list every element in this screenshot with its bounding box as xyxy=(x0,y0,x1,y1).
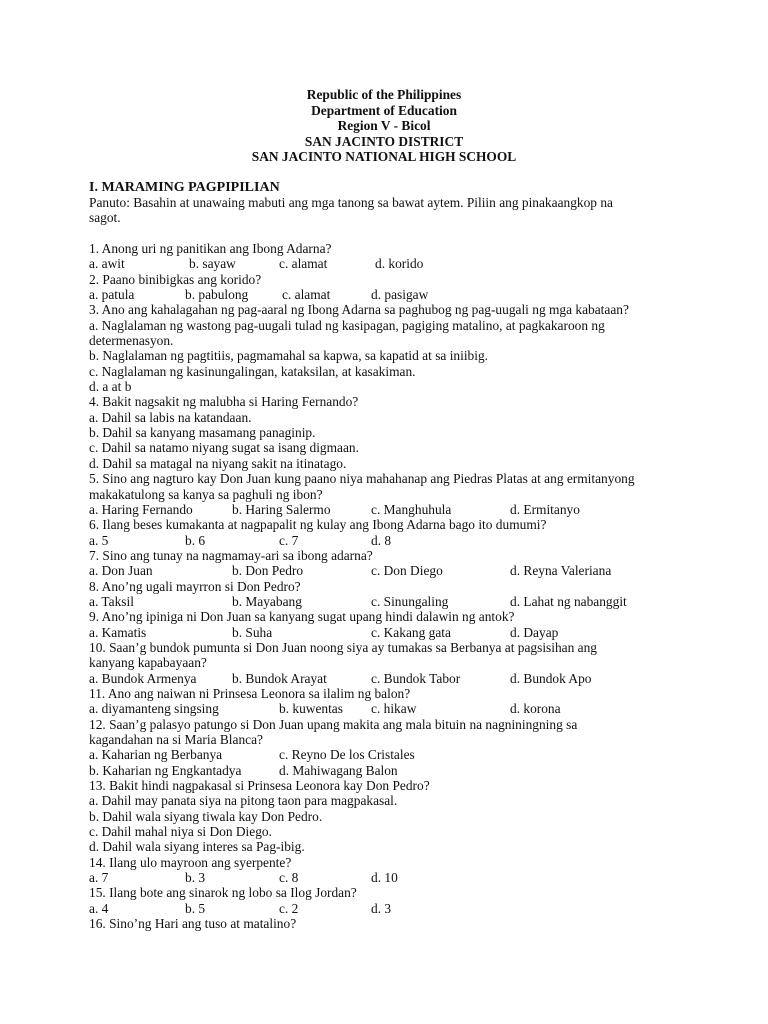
choice-a: a. Don Juan xyxy=(89,563,153,579)
choice-b: b. Dahil wala siyang tiwala kay Don Pedro. xyxy=(89,808,323,824)
choice-b: b. 6 xyxy=(185,532,206,548)
choice-d: d. Bundok Apo xyxy=(510,670,592,686)
choice-d: d. korido xyxy=(375,256,424,272)
choice-a: a. Haring Fernando xyxy=(89,501,193,517)
question-text: 14. Ilang ulo mayroon ang syerpente? xyxy=(89,854,292,870)
question-text-continued: kagandahan na si Maria Blanca? xyxy=(89,732,263,747)
choice-c: c. Reyno De los Cristales xyxy=(279,747,415,763)
choice-row xyxy=(89,901,689,916)
choice-c: c. alamat xyxy=(279,256,328,272)
choice-a: a. Bundok Armenya xyxy=(89,670,197,686)
choice-d: d. Dahil wala siyang interes sa Pag-ibig. xyxy=(89,839,305,855)
header-line-district: SAN JACINTO DISTRICT xyxy=(304,133,464,149)
question-text: 8. Ano’ng ugali mayrron si Don Pedro? xyxy=(89,578,301,594)
choice-row xyxy=(89,533,689,548)
choice-row xyxy=(89,256,689,271)
question-text: 10. Saan’g bundok pumunta si Don Juan noong siya ay tumakas sa Berbanya at pagsisihan ang xyxy=(89,639,598,655)
choice-c: c. Don Diego xyxy=(371,563,443,579)
choice-b: b. Bundok Arayat xyxy=(232,670,327,686)
header-line-department: Department of Education xyxy=(311,102,457,118)
choice-row xyxy=(89,594,689,609)
choice-c: c. Manghuhula xyxy=(371,501,452,517)
choice-d: d. a at b xyxy=(89,379,132,395)
choice-a: a. Dahil may panata siya na pitong taon para magpakasal. xyxy=(89,793,398,809)
choice-a: a. awit xyxy=(89,256,125,272)
question-text: 2. Paano binibigkas ang korido? xyxy=(89,271,262,287)
choice-b: b. Suha xyxy=(232,624,273,640)
choice-row xyxy=(89,701,689,716)
choice-b: b. Naglalaman ng pagtitiis, pagmamahal sa kapwa, sa kapatid at sa iniibig. xyxy=(89,348,489,364)
instruction-line: sagot. xyxy=(89,210,121,226)
choice-a: a. Taksil xyxy=(89,593,134,609)
choice-b: b. Haring Salermo xyxy=(232,501,331,517)
choice-d: d. Lahat ng nabanggit xyxy=(510,593,627,609)
question-text: 1. Anong uri ng panitikan ang Ibong Adarna? xyxy=(89,241,332,256)
choice-row xyxy=(89,502,689,517)
question-text: 3. Ano ang kahalagahan ng pag-aaral ng Ibong Adarna sa paghubog ng pag-uugali ng mga kabataan? xyxy=(89,302,629,318)
section-intro xyxy=(89,180,689,226)
question-text: 15. Ilang bote ang sinarok ng lobo sa Ilog Jordan? xyxy=(89,885,357,901)
question-text: 11. Ano ang naiwan ni Prinsesa Leonora sa ilalim ng balon? xyxy=(89,685,411,701)
choice-b: b. Kaharian ng Engkantadya xyxy=(89,762,242,778)
choice-row xyxy=(89,870,689,885)
choice-b: b. kuwentas xyxy=(279,701,343,717)
choice-row xyxy=(89,747,689,762)
choice-c: c. 8 xyxy=(279,870,299,886)
choice-d: d. 8 xyxy=(371,532,392,548)
question-text: 4. Bakit nagsakit ng malubha si Haring Fernando? xyxy=(89,394,359,410)
question-list xyxy=(89,241,689,931)
choice-c: c. Kakang gata xyxy=(371,624,451,640)
choice-b: b. sayaw xyxy=(189,256,236,272)
choice-c: c. 2 xyxy=(279,900,299,916)
choice-a-continued: determenasyon. xyxy=(89,333,174,349)
choice-b: b. pabulong xyxy=(185,287,249,303)
choice-row xyxy=(89,287,689,302)
choice-d: d. 3 xyxy=(371,900,392,916)
question-text-continued: kanyang kapabayaan? xyxy=(89,655,207,671)
choice-a: a. 7 xyxy=(89,870,109,886)
question-text: 13. Bakit hindi nagpakasal si Prinsesa Leonora kay Don Pedro? xyxy=(89,778,430,794)
choice-d: d. Dayap xyxy=(510,624,559,640)
choice-d: d. pasigaw xyxy=(371,287,429,303)
choice-a: a. Kaharian ng Berbanya xyxy=(89,747,223,763)
choice-row xyxy=(89,763,689,778)
choice-row xyxy=(89,671,689,686)
choice-d: d. korona xyxy=(510,701,561,717)
choice-b: b. Don Pedro xyxy=(232,563,304,579)
choice-c: c. alamat xyxy=(282,287,331,303)
choice-b: b. Mayabang xyxy=(232,593,302,609)
choice-b: b. 5 xyxy=(185,900,206,916)
choice-row xyxy=(89,563,689,578)
choice-c: c. hikaw xyxy=(371,701,417,717)
choice-d: d. 10 xyxy=(371,870,398,886)
choice-c: c. Bundok Tabor xyxy=(371,670,461,686)
question-text: 6. Ilang beses kumakanta at nagpapalit ng kulay ang Ibong Adarna bago ito dumumi? xyxy=(89,517,547,533)
choice-a: a. 5 xyxy=(89,532,109,548)
header-line-region: Region V - Bicol xyxy=(337,118,431,133)
choice-a: a. Kamatis xyxy=(89,624,147,640)
question-text-continued: makakatulong sa kanya sa paghuli ng ibon? xyxy=(89,486,323,502)
choice-a: a. patula xyxy=(89,287,135,303)
choice-d: d. Dahil sa matagal na niyang sakit na itinatago. xyxy=(89,455,347,471)
section-title: I. MARAMING PAGPIPILIAN xyxy=(89,180,280,195)
header-line-republic: Republic of the Philippines xyxy=(306,87,462,102)
question-text: 12. Saan’g palasyo patungo si Don Juan upang makita ang mala bituin na nagniningning sa xyxy=(89,716,578,732)
choice-a: a. 4 xyxy=(89,900,109,916)
choice-c: c. Sinungaling xyxy=(371,593,449,609)
question-text: 7. Sino ang tunay na nagmamay-ari sa ibong adarna? xyxy=(89,547,373,563)
choice-d: d. Mahiwagang Balon xyxy=(279,762,398,778)
header-line-school: SAN JACINTO NATIONAL HIGH SCHOOL xyxy=(251,149,517,164)
question-text: 16. Sino’ng Hari ang tuso at matalino? xyxy=(89,916,297,932)
choice-a: a. diyamanteng singsing xyxy=(89,701,219,717)
choice-c: c. 7 xyxy=(279,532,299,548)
question-text: 5. Sino ang nagturo kay Don Juan kung paano niya mahahanap ang Piedras Platas at ang ermitanyong xyxy=(89,471,635,487)
choice-b: b. Dahil sa kanyang masamang panaginip. xyxy=(89,425,316,441)
choice-b: b. 3 xyxy=(185,870,206,886)
choice-d: d. Ermitanyo xyxy=(510,501,580,517)
question-text: 9. Ano’ng ipiniga ni Don Juan sa kanyang sugat upang hindi dalawin ng antok? xyxy=(89,609,515,625)
choice-row xyxy=(89,625,689,640)
choice-a: a. Naglalaman ng wastong pag-uugali tulad ng kasipagan, pagiging matalino, at pagkakaroon ng xyxy=(89,317,605,333)
choice-d: d. Reyna Valeriana xyxy=(510,563,612,579)
choice-a: a. Dahil sa labis na katandaan. xyxy=(89,409,252,425)
document-header xyxy=(0,87,768,165)
choice-c: c. Naglalaman ng kasinungalingan, kataksilan, at kasakiman. xyxy=(89,363,416,379)
choice-c: c. Dahil sa natamo niyang sugat sa isang digmaan. xyxy=(89,440,359,456)
instruction-line: Panuto: Basahin at unawaing mabuti ang mga tanong sa bawat aytem. Piliin ang pinakaangkop na xyxy=(89,195,613,210)
choice-c: c. Dahil mahal niya si Don Diego. xyxy=(89,824,272,840)
